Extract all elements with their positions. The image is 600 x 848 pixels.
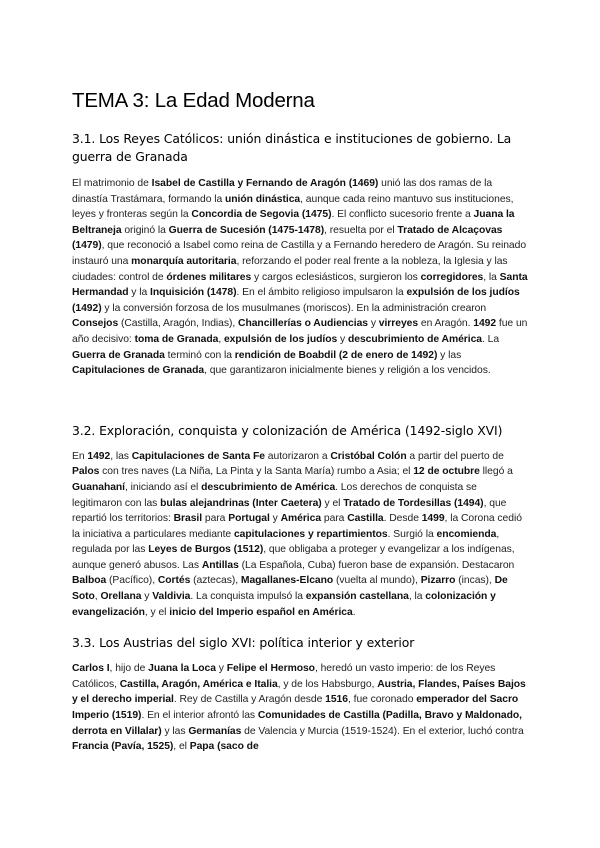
bold-term: monarquía autoritaria bbox=[131, 255, 237, 267]
text-run: con tres naves (La Niña, La Pinta y la Santa María) rumbo a Asia; el bbox=[99, 466, 414, 478]
text-run: , la bbox=[408, 591, 426, 603]
bold-term: Juana la Loca bbox=[148, 663, 216, 675]
text-run: llegó a bbox=[479, 466, 513, 478]
text-run: , que obligaba a proteger y evangelizar a los indígenas, aunque generó abusos. Las bbox=[72, 544, 515, 571]
text-run: , que reconoció a Isabel como reina de Castilla y a Fernando heredero de Aragón. Su reinado instauró una bbox=[72, 240, 527, 267]
text-run: . bbox=[352, 606, 356, 618]
text-run: . En el interior afrontó las bbox=[141, 710, 258, 722]
text-run: , resuelta por el bbox=[324, 224, 398, 236]
bold-term: Palos bbox=[72, 466, 100, 478]
bold-term: Francia (Pavía, 1525) bbox=[72, 741, 174, 753]
text-run: y bbox=[337, 333, 348, 345]
text-run: a partir del puerto de bbox=[406, 450, 504, 462]
bold-term: Tratado de Tordesillas (1494) bbox=[343, 497, 484, 509]
bold-term: toma de Granada bbox=[134, 333, 219, 345]
bold-term: capitulaciones y repartimientos bbox=[233, 528, 388, 540]
bold-term: emperador del Sacro Imperio (1519) bbox=[72, 694, 519, 722]
text-run: En bbox=[72, 450, 88, 462]
text-run: . Surgió la bbox=[387, 528, 437, 540]
bold-term: Germanías bbox=[188, 725, 242, 737]
bold-term: 1492 bbox=[473, 318, 497, 330]
text-run: en Aragón. bbox=[418, 318, 474, 330]
text-run: . La conquista impulsó la bbox=[190, 591, 306, 603]
text-run: , aunque cada reino mantuvo sus instituciones, leyes y fronteras según la bbox=[72, 193, 514, 221]
bold-term: expulsión de los judíos bbox=[223, 333, 338, 345]
bold-term: bulas alejandrinas (Inter Caetera) bbox=[160, 497, 322, 509]
text-run: , y de los Habsburgo, bbox=[277, 678, 378, 690]
text-run: , bbox=[218, 333, 224, 345]
section-body-3-1 bbox=[72, 176, 528, 379]
text-run: originó la bbox=[121, 224, 169, 236]
bold-term: Consejos bbox=[72, 318, 119, 330]
text-run: (incas), bbox=[455, 575, 495, 587]
bold-term: Cristóbal Colón bbox=[330, 450, 407, 462]
bold-term: América bbox=[280, 513, 322, 525]
text-run: y las bbox=[161, 725, 189, 737]
bold-term: rendición de Boabdil (2 de enero de 1492) bbox=[234, 349, 438, 361]
text-run: terminó con la bbox=[164, 349, 235, 361]
text-run: y cargos eclesiásticos, surgieron los bbox=[251, 271, 421, 283]
text-run: y la bbox=[128, 287, 151, 299]
text-run: , la Corona cedió la iniciativa a particulares mediante bbox=[72, 513, 522, 540]
bold-term: Guerra de Sucesión (1475-1478) bbox=[168, 224, 325, 236]
text-run: y las bbox=[437, 349, 462, 361]
text-run: (La Española, Cuba) fueron base de expansión. Destacaron bbox=[238, 559, 515, 571]
section-heading-3-2: 3.2. Exploración, conquista y colonización de América (1492-siglo XVI) bbox=[72, 422, 503, 438]
bold-term: Tratado de Alcaçovas (1479) bbox=[72, 224, 503, 252]
text-run: , iniciando así el bbox=[125, 481, 202, 493]
text-run: . Desde bbox=[383, 513, 422, 525]
text-run: y la conversión forzosa de los musulmanes (moriscos). En la administración crearon bbox=[101, 302, 487, 314]
bold-term: Orellana bbox=[100, 591, 142, 603]
bold-term: descubrimiento de América bbox=[347, 333, 483, 345]
bold-term: 1492 bbox=[87, 450, 111, 462]
text-run: , reforzando el poder real frente a la nobleza, la Iglesia y las ciudades: control de bbox=[72, 255, 508, 283]
bold-term: 1499 bbox=[421, 513, 445, 525]
text-run: y bbox=[269, 513, 281, 525]
bold-term: Castilla bbox=[347, 513, 384, 525]
text-run: , las bbox=[110, 450, 132, 462]
bold-term: 12 de octubre bbox=[413, 466, 480, 478]
document-page bbox=[72, 88, 528, 755]
bold-term: De Soto bbox=[72, 575, 508, 603]
bold-term: Cortés bbox=[157, 575, 191, 587]
bold-term: corregidores bbox=[420, 271, 484, 283]
section-heading-3-1: 3.1. Los Reyes Católicos: unión dinástica e instituciones de gobierno. La guerra de Granada bbox=[72, 131, 512, 164]
text-run: autorizaron a bbox=[264, 450, 331, 462]
text-run: y bbox=[368, 318, 379, 330]
text-run: , que repartió los territorios: bbox=[72, 497, 507, 525]
bold-term: expansión castellana bbox=[305, 591, 409, 603]
bold-term: Balboa bbox=[72, 575, 107, 587]
text-run: , heredó un vasto imperio: de los Reyes Católicos, bbox=[72, 663, 496, 690]
text-run: , que garantizaron inicialmente bienes y religión a los vencidos. bbox=[204, 365, 491, 377]
text-run: (Pacífico), bbox=[106, 575, 158, 587]
bold-term: Pizarro bbox=[420, 575, 456, 587]
bold-term: virreyes bbox=[378, 318, 419, 330]
bold-term: Chancillerías o Audiencias bbox=[238, 318, 368, 330]
bold-term: Isabel de Castilla y Fernando de Aragón (1469) bbox=[151, 178, 379, 189]
text-run: . El conflicto sucesorio frente a bbox=[331, 209, 474, 221]
bold-term: Leyes de Burgos (1512) bbox=[148, 544, 264, 556]
bold-term: Capitulaciones de Granada bbox=[72, 365, 205, 377]
bold-term: Carlos I bbox=[72, 663, 110, 675]
bold-term: Guerra de Granada bbox=[72, 349, 165, 361]
text-run: fue un año decisivo: bbox=[72, 318, 528, 345]
bold-term: Comunidades de Castilla (Padilla, Bravo y Maldonado, derrota en Villalar) bbox=[72, 710, 522, 737]
text-run: El matrimonio de bbox=[72, 178, 152, 189]
text-run: y bbox=[215, 663, 227, 675]
bold-term: descubrimiento de América bbox=[201, 481, 336, 493]
bold-term: expulsión de los judíos (1492) bbox=[72, 287, 520, 314]
text-run: unió las dos ramas de la dinastía Trastámara, formando la bbox=[72, 178, 493, 205]
text-run: para bbox=[321, 513, 348, 525]
bold-term: encomienda bbox=[436, 528, 497, 540]
text-run: (aztecas), bbox=[190, 575, 241, 587]
text-run: . En el ámbito religioso impulsaron la bbox=[236, 287, 407, 299]
bold-term: Castilla, Aragón, América e Italia bbox=[119, 678, 278, 690]
text-run: , bbox=[94, 591, 101, 603]
text-run: (vuelta al mundo), bbox=[333, 575, 421, 587]
text-run: , el bbox=[173, 741, 190, 753]
bold-term: Santa Hermandad bbox=[72, 271, 528, 299]
text-run: para bbox=[202, 513, 229, 525]
bold-term: Papa (saco de bbox=[189, 741, 259, 753]
text-run: y bbox=[141, 591, 153, 603]
text-run: de Valencia y Murcia (1519-1524). En el exterior, luchó contra bbox=[241, 725, 524, 737]
text-run: , hijo de bbox=[109, 663, 149, 675]
section-body-3-2 bbox=[72, 449, 528, 621]
text-run: . Rey de Castilla y Aragón desde bbox=[173, 694, 326, 706]
section-heading-3-3: 3.3. Los Austrias del siglo XVI: política interior y exterior bbox=[72, 635, 415, 651]
bold-term: unión dinástica bbox=[225, 193, 301, 205]
bold-term: Juana la Beltraneja bbox=[72, 209, 515, 236]
bold-term: Inquisición (1478) bbox=[150, 287, 237, 299]
bold-term: Capitulaciones de Santa Fe bbox=[131, 450, 265, 462]
bold-term: 1516 bbox=[325, 694, 348, 706]
page-title: TEMA 3: La Edad Moderna bbox=[72, 89, 315, 112]
section-body-3-3 bbox=[72, 661, 528, 755]
text-run: , fue coronado bbox=[347, 694, 417, 706]
bold-term: inicio del Imperio español en América bbox=[169, 606, 353, 618]
bold-term: Valdivia bbox=[152, 591, 191, 603]
bold-term: Austria, Flandes, Países Bajos y el derecho imperial bbox=[72, 678, 526, 706]
text-run: , la bbox=[483, 271, 500, 283]
text-run: y el bbox=[321, 497, 344, 509]
text-run: . La bbox=[482, 333, 500, 345]
bold-term: Portugal bbox=[228, 513, 270, 525]
bold-term: Concordia de Segovia (1475) bbox=[191, 209, 332, 221]
text-run: (Castilla, Aragón, Indias), bbox=[118, 318, 239, 330]
text-run: , regulada por las bbox=[72, 528, 500, 556]
bold-term: Felipe el Hermoso bbox=[226, 663, 315, 675]
bold-term: Magallanes-Elcano bbox=[240, 575, 334, 587]
bold-term: órdenes militares bbox=[166, 271, 252, 283]
text-run: . Los derechos de conquista se legitimaron con las bbox=[72, 481, 477, 509]
bold-term: colonización y evangelización bbox=[72, 591, 496, 618]
bold-term: Brasil bbox=[173, 513, 203, 525]
bold-term: Antillas bbox=[201, 559, 239, 571]
text-run: , y el bbox=[144, 606, 170, 618]
bold-term: Guanahaní bbox=[72, 481, 126, 493]
